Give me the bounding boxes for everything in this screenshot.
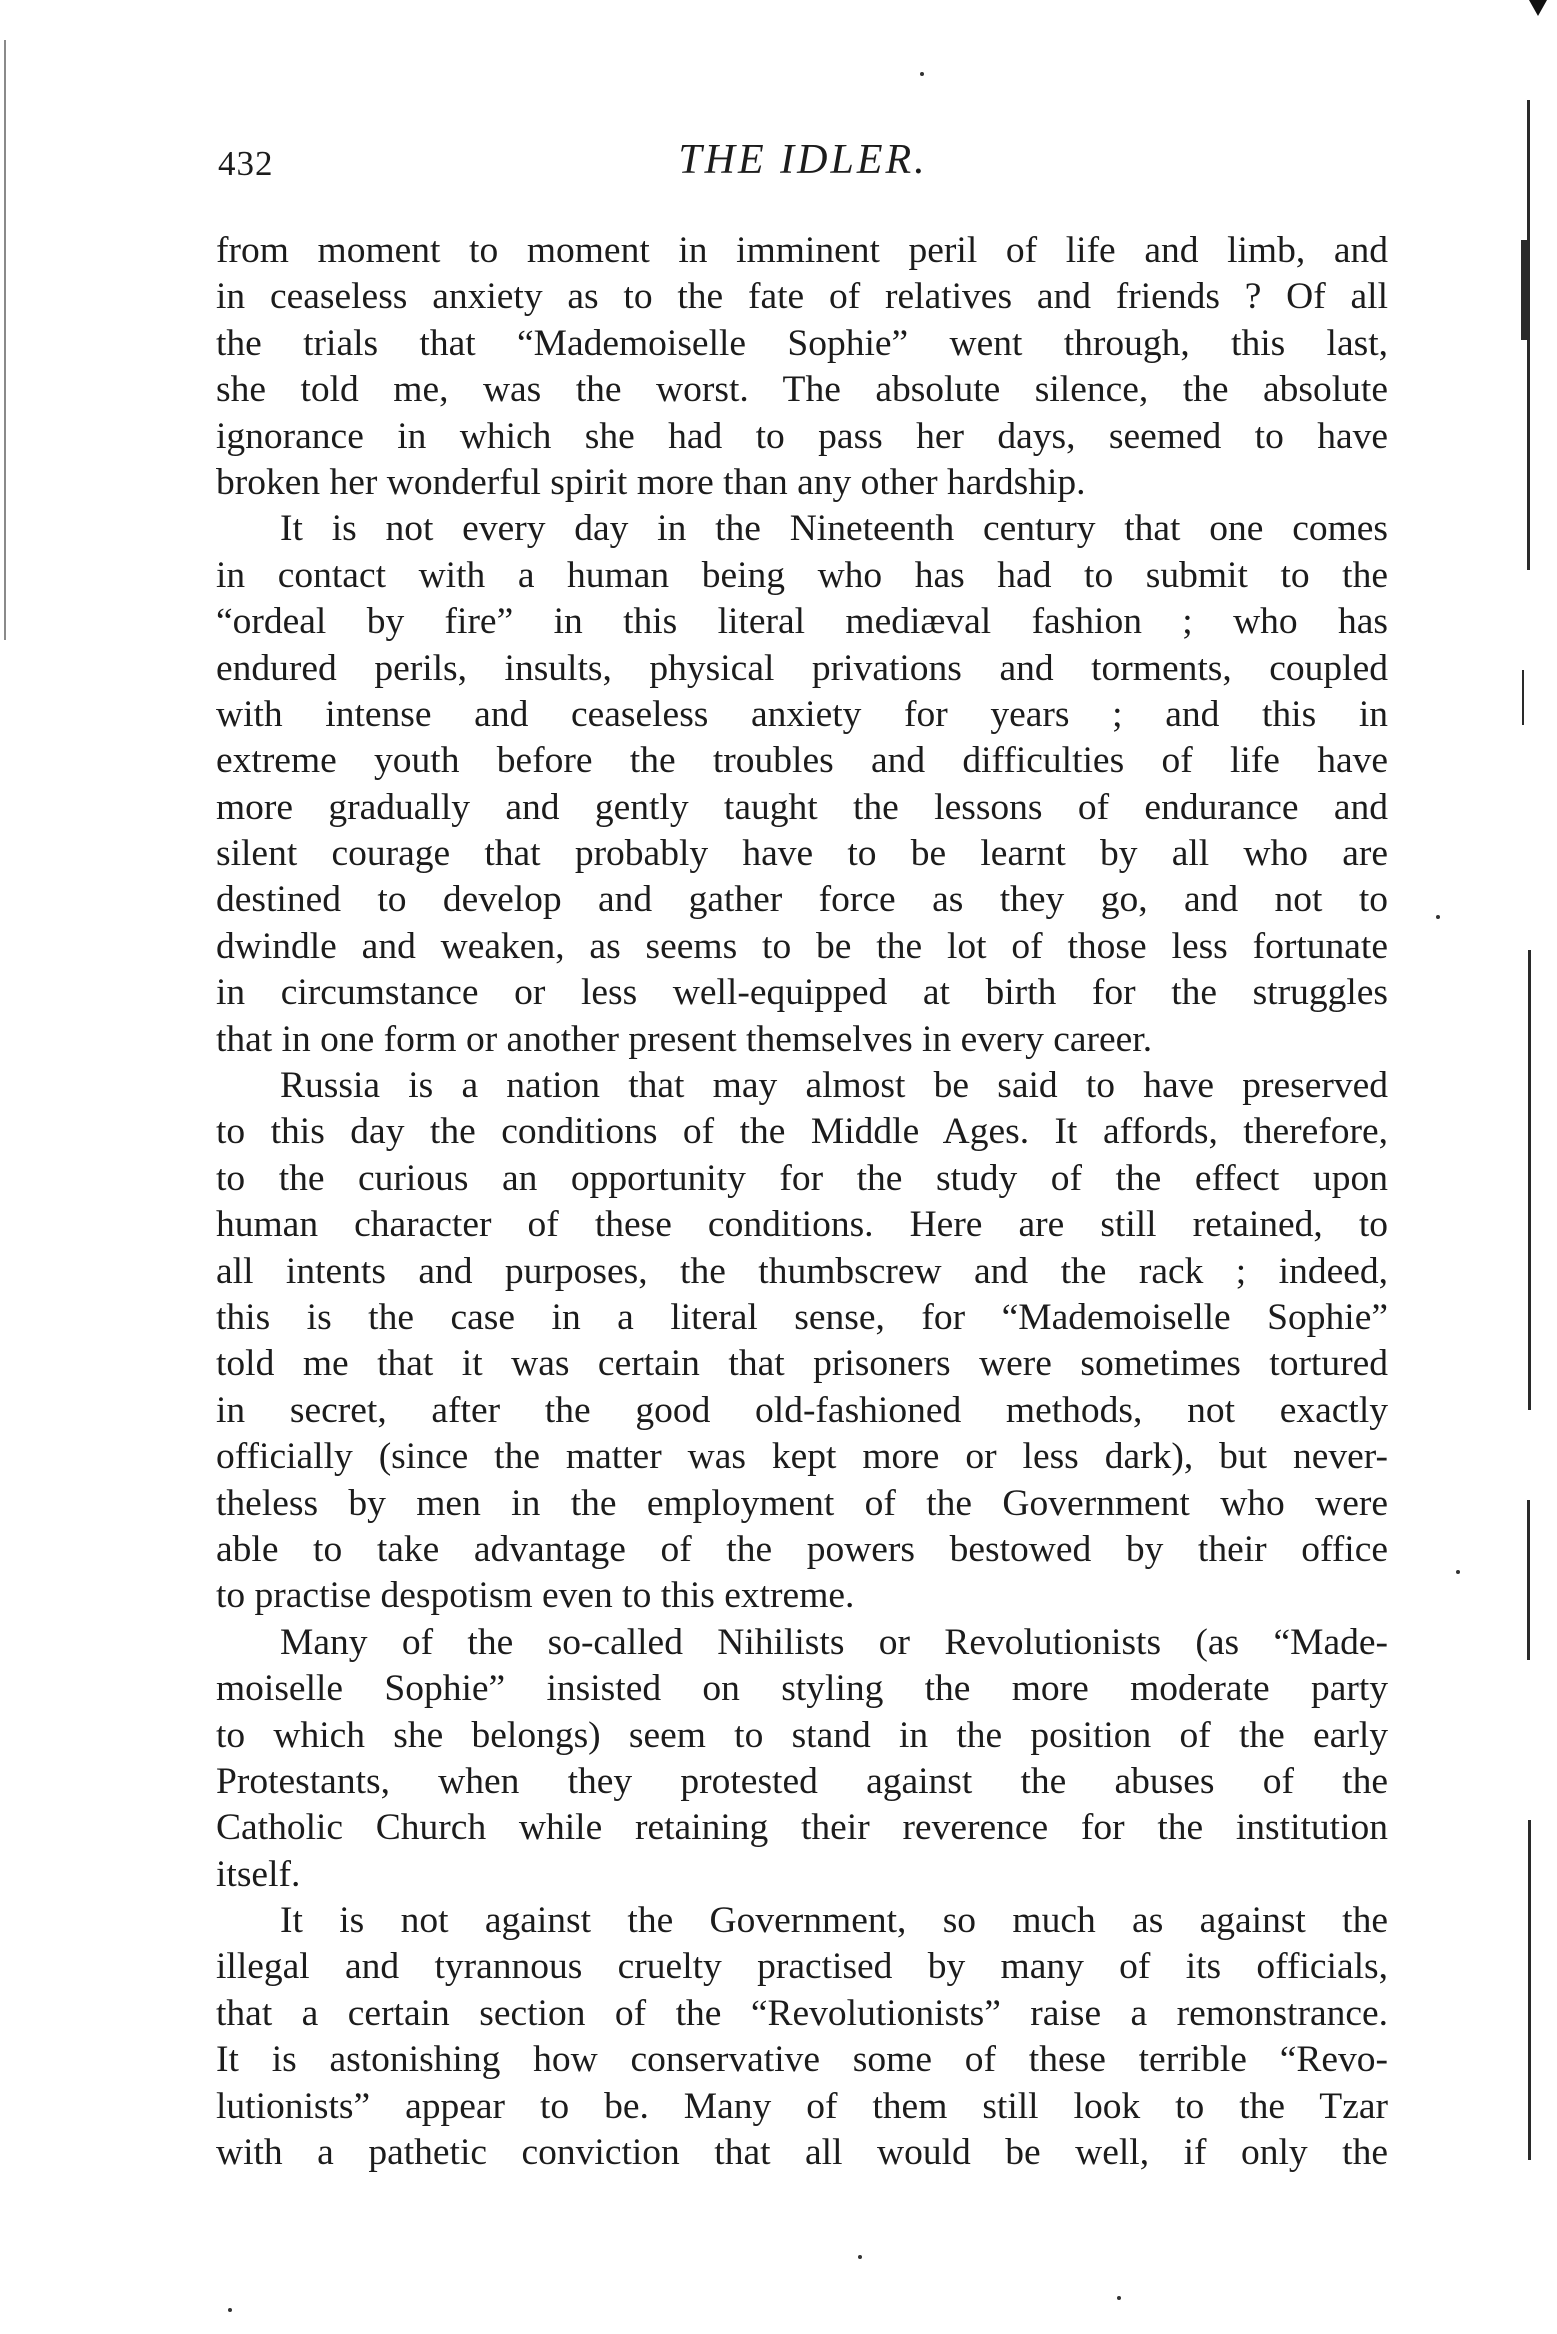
- right-margin-mark-2: [1521, 240, 1530, 340]
- text-line: with intense and ceaseless anxiety for years ; and this in: [216, 693, 1388, 735]
- text-line: in contact with a human being who has had to submit to the: [216, 554, 1388, 596]
- text-line: It is not every day in the Nineteenth century that one comes: [280, 508, 1388, 550]
- text-line: broken her wonderful spirit more than any other hardship.: [216, 461, 1086, 503]
- text-line: endured perils, insults, physical privations and torments, coupled: [216, 647, 1388, 689]
- text-line: told me that it was certain that prisoners were sometimes tortured: [216, 1343, 1388, 1385]
- text-line: that in one form or another present themselves in every career.: [216, 1018, 1153, 1060]
- running-title: THE IDLER.: [678, 137, 928, 183]
- scan-dot: [858, 2255, 862, 2259]
- scan-dot: [1117, 2296, 1121, 2300]
- text-line: lutionists” appear to be. Many of them still look to the Tzar: [216, 2085, 1388, 2127]
- text-line: dwindle and weaken, as seems to be the lot of those less fortunate: [216, 925, 1388, 967]
- text-line: to the curious an opportunity for the study of the effect upon: [216, 1157, 1388, 1199]
- text-line: It is astonishing how conservative some of these terrible “Revo-: [216, 2039, 1388, 2081]
- text-line: able to take advantage of the powers bestowed by their office: [216, 1528, 1388, 1570]
- text-line: the trials that “Mademoiselle Sophie” went through, this last,: [216, 322, 1388, 364]
- text-line: extreme youth before the troubles and difficulties of life have: [216, 740, 1388, 782]
- text-line: that a certain section of the “Revolutionists” raise a remonstrance.: [216, 1992, 1388, 2034]
- right-margin-mark-5: [1527, 1500, 1530, 1660]
- running-header: [218, 136, 1388, 196]
- text-line: “ordeal by fire” in this literal mediæval fashion ; who has: [216, 601, 1388, 643]
- text-line: human character of these conditions. Here are still retained, to: [216, 1204, 1388, 1246]
- right-margin-mark-6: [1528, 1820, 1531, 2160]
- text-line: with a pathetic conviction that all would be well, if only the: [216, 2132, 1388, 2174]
- text-line: to this day the conditions of the Middle Ages. It affords, therefore,: [216, 1111, 1388, 1153]
- text-line: in circumstance or less well-equipped at birth for the struggles: [216, 972, 1388, 1014]
- text-line: destined to develop and gather force as they go, and not to: [216, 879, 1388, 921]
- text-line: Protestants, when they protested against the abuses of the: [216, 1760, 1388, 1802]
- scan-dot: [1456, 1570, 1460, 1574]
- body-text: [216, 228, 1388, 2176]
- text-line: more gradually and gently taught the lessons of endurance and: [216, 786, 1388, 828]
- scan-dot: [228, 2308, 232, 2312]
- text-line: in ceaseless anxiety as to the fate of relatives and friends ? Of all: [216, 276, 1388, 318]
- text-line: officially (since the matter was kept more or less dark), but never-: [216, 1436, 1388, 1478]
- right-margin-mark-4: [1528, 950, 1531, 1410]
- text-line: theless by men in the employment of the Government who were: [216, 1482, 1388, 1524]
- scan-dot: [920, 72, 924, 76]
- text-line: in secret, after the good old-fashioned methods, not exactly: [216, 1389, 1388, 1431]
- left-binding-edge: [4, 40, 6, 640]
- text-line: silent courage that probably have to be learnt by all who are: [216, 833, 1388, 875]
- text-line: Many of the so-called Nihilists or Revolutionists (as “Made-: [280, 1621, 1388, 1663]
- text-line: ignorance in which she had to pass her days, seemed to have: [216, 415, 1388, 457]
- text-line: Russia is a nation that may almost be said to have preserved: [280, 1065, 1388, 1107]
- right-margin-mark-3: [1522, 670, 1524, 725]
- text-line: Catholic Church while retaining their reverence for the institution: [216, 1807, 1388, 1849]
- text-line: moiselle Sophie” insisted on styling the more moderate party: [216, 1668, 1388, 1710]
- text-line: illegal and tyrannous cruelty practised by many of its officials,: [216, 1946, 1388, 1988]
- text-line: itself.: [216, 1853, 301, 1895]
- text-line: from moment to moment in imminent peril of life and limb, and: [216, 230, 1388, 271]
- text-line: this is the case in a literal sense, for “Mademoiselle Sophie”: [216, 1296, 1388, 1338]
- scan-dot: [1436, 915, 1440, 919]
- text-line: she told me, was the worst. The absolute silence, the absolute: [216, 369, 1388, 411]
- text-line: It is not against the Government, so much as against the: [280, 1900, 1388, 1942]
- scan-corner-mark: [1529, 0, 1547, 16]
- text-line: to which she belongs) seem to stand in the position of the early: [216, 1714, 1388, 1756]
- text-line: all intents and purposes, the thumbscrew and the rack ; indeed,: [216, 1250, 1388, 1292]
- page-number: 432: [218, 144, 274, 183]
- text-line: to practise despotism even to this extreme.: [216, 1575, 855, 1617]
